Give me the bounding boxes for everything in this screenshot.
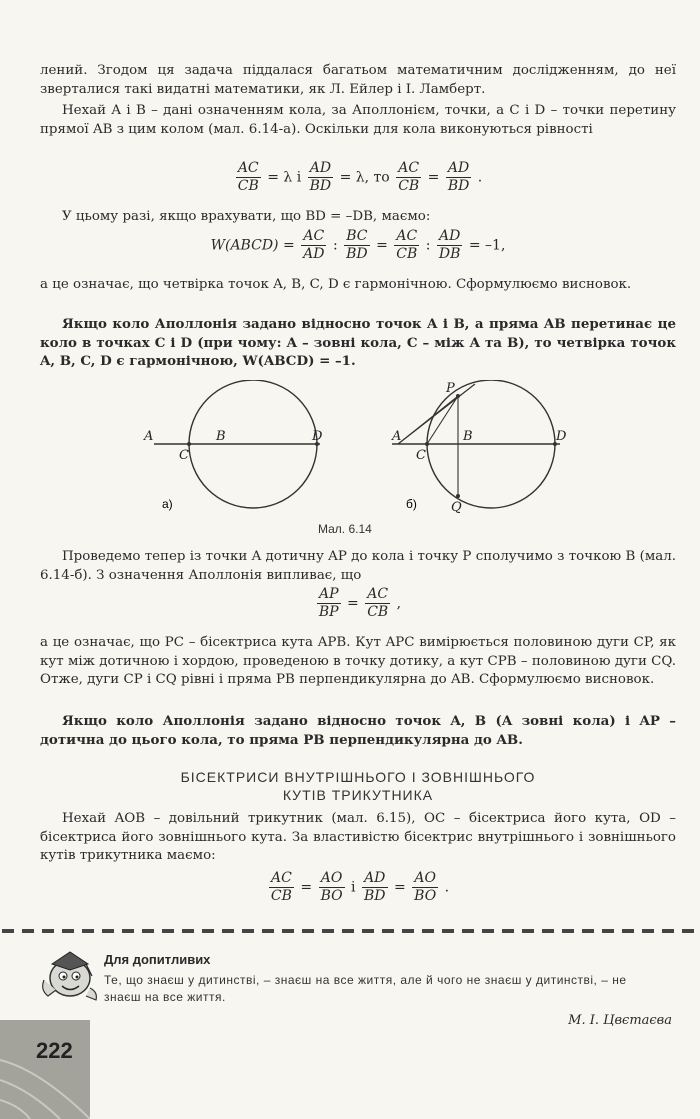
paragraph-3: а це означає, що четвірка точок A, B, C, D є гармонічною. Сформулюємо висновок. [40,277,632,292]
figure-b [391,380,567,515]
subcaption-b: б) [406,497,417,511]
figure-a [143,380,323,511]
label-p: P [446,381,455,396]
theorem-1: Якщо коло Аполлонія задано відносно точок A і B, а пряма AB перетинає це коло в точках C і D (при чому: A – зовні кола, C – між A та B), то четвірка точок A, B, C, D є гармонічною, W(ABCD) = –1. [40,316,676,370]
intro-paragraph: лений. Згодом ця задача піддалася багатьом математичним дослідженням, до неї зверталися такі видатні математики, як Л. Ейлер і І. Ламберт. [40,63,676,97]
section-heading [40,768,676,804]
label-a-b: A [392,429,402,444]
point-p [456,394,460,398]
label-d-b: D [556,429,567,444]
paragraph-5: а це означає, що PC – бісектриса кута APB. Кут APC вимірюється половиною дуги CP, як кут між дотичною і хордою, проведеною в точку дотику, а кут CPB – половиною дуги CQ. Отже, дуги CP і CQ рівні і пряма PB перпендикулярна до AB. Сформулюємо висновок. [40,635,676,688]
label-c-b: C [416,448,426,463]
point-q [456,494,460,498]
paragraph-4: Проведемо тепер із точки A дотичну AP до кола і точку P сполучимо з точкою B (мал. 6.14-б). З означення Аполлонія випливає, що [40,549,676,583]
cartoon-mascot-icon [38,946,100,1004]
point-c-a [187,442,191,446]
figure-caption: Мал. 6.14 [318,522,372,536]
label-a-a: A [144,429,154,444]
point-c-b [425,442,429,446]
label-b-a: B [216,429,226,444]
label-c-a: C [179,448,189,463]
equation-3: $\frac{AP}{BP}$ = $\frac{AC}{CB}$ , [318,586,402,620]
paragraph-6: Нехай AOB – довільний трикутник (мал. 6.15), OC – бісектриса його кута, OD – бісектриса його зовнішнього кута. За властивістю бісектрис внутрішнього і зовнішнього кутів трикутника маємо: [40,811,676,864]
equation-1: $\frac{AC}{CB}$ = λ і $\frac{AD}{BD}$ = λ, то $\frac{AC}{CB}$ = $\frac{AD}{BD}$ . [237,160,483,194]
quote-author: М. І. Цвєтаєва [568,1013,672,1028]
paragraph-1: Нехай A і B – дані означенням кола, за Аполлонієм, точки, а C і D – точки перетину прямої AB з цим колом (мал. 6.14-а). Оскільки для кола виконуються рівності [40,103,676,137]
heading-line-1: БІСЕКТРИСИ ВНУТРІШНЬОГО І ЗОВНІШНЬОГО [180,769,536,785]
equation-4: $\frac{AC}{CB}$ = $\frac{AO}{BO}$ і $\frac{AD}{BD}$ = $\frac{AO}{BO}$ . [270,870,450,904]
label-b-b: B [463,429,473,444]
heading-line-2: КУТІВ ТРИКУТНИКА [282,787,434,803]
figure-6-14 [130,380,610,530]
page-corner-decoration [0,1020,90,1119]
dashed-divider [0,924,700,938]
equation-2: W(ABCD) = $\frac{AC}{AD}$ : $\frac{BC}{BD}$ = $\frac{AC}{CB}$ : $\frac{AD}{DB}$ = –1, [210,228,506,262]
paragraph-2: У цьому разі, якщо врахувати, що BD = –DB, маємо: [62,209,431,224]
curious-quote: Те, що знаєш у дитинстві, – знаєш на все життя, але й чого не знаєш у дитинстві, – не знаєш на все життя. [104,973,627,1004]
label-d-a: D [312,429,323,444]
curious-title: Для допитливих [104,952,211,967]
subcaption-a: а) [162,497,173,511]
page-number: 222 [36,1038,73,1063]
theorem-2: Якщо коло Аполлонія задано відносно точок A, B (A зовні кола) і AP – дотична до цього кола, то пряма PB перпендикулярна до AB. [40,713,676,748]
label-q: Q [451,500,462,515]
